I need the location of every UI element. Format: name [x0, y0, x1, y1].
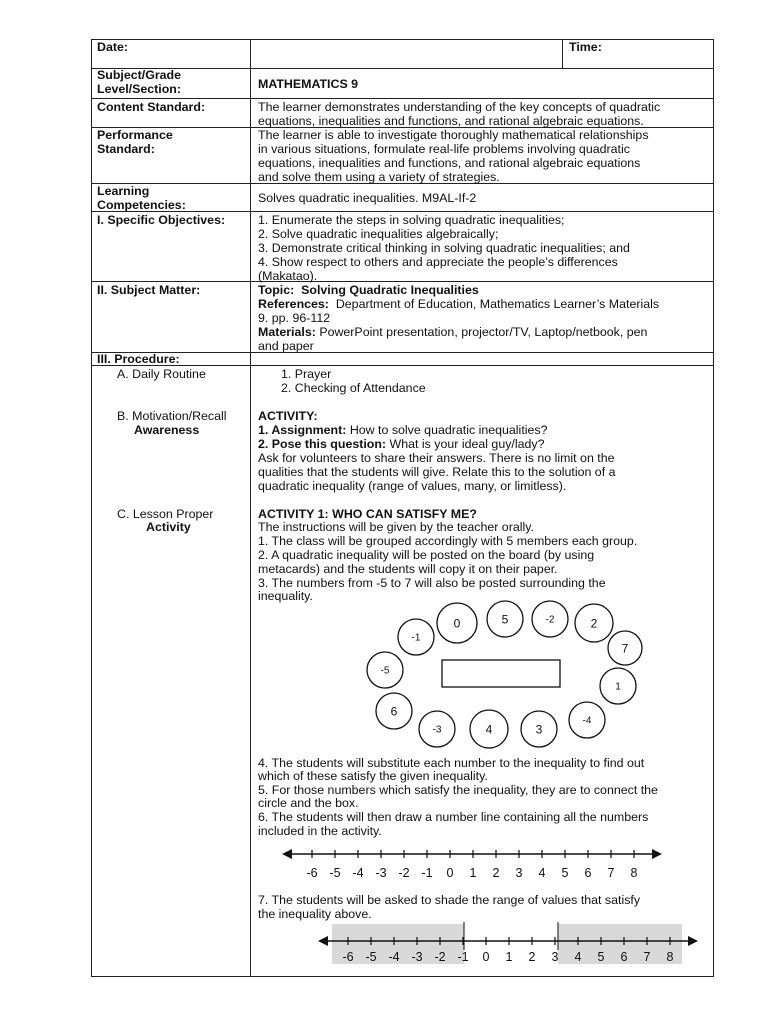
routine-item: 2. Checking of Attendance — [281, 381, 426, 395]
tick-label: 7 — [607, 866, 615, 880]
tick-label: 2 — [492, 866, 500, 880]
tick-label: 0 — [446, 866, 454, 880]
number-circle — [608, 631, 642, 665]
motivation-text: quadratic inequality (range of values, many, or limitless). — [258, 479, 567, 493]
instruction-line: 4. The students will substitute each number to the inequality to find out — [258, 756, 645, 770]
tick-label: -3 — [375, 866, 387, 880]
motivation-text: qualities that the students will give. Relate this to the solution of a — [258, 465, 616, 479]
assignment-line — [258, 423, 548, 437]
instruction-line: circle and the box. — [258, 796, 359, 810]
tick-label: -1 — [457, 950, 469, 964]
table-border-bottom — [91, 976, 714, 977]
pose-label: 2. Pose this question: — [258, 437, 387, 451]
row-line — [91, 98, 714, 99]
number-circle — [367, 652, 403, 688]
row-line — [91, 281, 714, 282]
tick-label: -5 — [329, 866, 341, 880]
tick-label: -1 — [421, 866, 433, 880]
routine-item: 1. Prayer — [281, 367, 332, 381]
topic-value: Solving Quadratic Inequalities — [301, 283, 479, 297]
circle-label: -1 — [411, 632, 421, 644]
instruction-line: 5. For those numbers which satisfy the inequality, they are to connect the — [258, 783, 658, 797]
topic-line — [258, 283, 479, 297]
topic-label: Topic: — [258, 283, 295, 297]
lesson-proper-label: C. Lesson Proper — [117, 507, 214, 521]
activity-heading: ACTIVITY: — [258, 409, 318, 423]
tick-label: 8 — [630, 866, 638, 880]
circle-label: 1 — [615, 681, 621, 693]
circle-label: 6 — [390, 704, 398, 719]
motivation-label: B. Motivation/Recall — [117, 409, 227, 423]
tick-label: -2 — [434, 950, 446, 964]
assignment-value: How to solve quadratic inequalities? — [349, 423, 548, 437]
objective-item: (Makatao). — [258, 269, 318, 283]
motivation-text: Ask for volunteers to share their answers. There is no limit on the — [258, 451, 615, 465]
materials-value-2: and paper — [258, 339, 314, 353]
objective-item: 2. Solve quadratic inequalities algebraically; — [258, 227, 499, 241]
tick-label: -2 — [398, 866, 410, 880]
tick-label: 1 — [469, 866, 477, 880]
tick-label: 5 — [597, 950, 605, 964]
circle-label: 7 — [621, 641, 629, 656]
row-line — [91, 352, 714, 353]
number-circle — [575, 604, 613, 642]
tick-label: -4 — [352, 866, 364, 880]
instruction-line: 2. A quadratic inequality will be posted on the board (by using — [258, 548, 595, 562]
content-standard-label: Content Standard: — [97, 100, 206, 114]
time-divider — [562, 39, 563, 68]
number-line-2 — [316, 922, 701, 967]
materials-label: Materials: — [258, 325, 316, 339]
arrow-right-icon — [688, 936, 698, 946]
instruction-line: 6. The students will then draw a number line containing all the numbers — [258, 810, 649, 824]
number-circle — [419, 711, 455, 747]
row-line — [91, 68, 714, 69]
table-border-right — [713, 39, 714, 977]
column-divider — [250, 39, 251, 977]
references-line — [258, 297, 659, 311]
number-circle — [376, 693, 412, 729]
performance-standard-line: and solve them using a variety of strategies. — [258, 170, 500, 184]
instruction-line: included in the activity. — [258, 824, 382, 838]
row-line — [91, 365, 714, 366]
procedure-label: III. Procedure: — [97, 352, 180, 366]
tick-label: 6 — [584, 866, 592, 880]
tick-label: 0 — [482, 950, 490, 964]
number-circle — [600, 668, 636, 704]
tick-label: -6 — [342, 950, 354, 964]
arrow-right-icon — [652, 849, 662, 859]
instruction-line: 1. The class will be grouped accordingly with 5 members each group. — [258, 534, 638, 548]
circle-label: -4 — [582, 715, 592, 727]
tick-label: -4 — [388, 950, 400, 964]
tick-label: 5 — [561, 866, 569, 880]
instruction-line: metacards) and the students will copy it on their paper. — [258, 562, 558, 576]
performance-standard-line: The learner is able to investigate thoroughly mathematical relationships — [258, 128, 649, 142]
tick-label: -3 — [411, 950, 423, 964]
number-circle — [437, 603, 477, 643]
number-circle — [487, 601, 523, 637]
objectives-label: I. Specific Objectives: — [97, 213, 226, 227]
tick-label: 4 — [574, 950, 582, 964]
number-circles — [367, 601, 642, 748]
number-circle — [470, 710, 508, 748]
tick-label: 4 — [538, 866, 546, 880]
table-border-top — [91, 39, 714, 40]
subject-label-2: Level/Section: — [97, 82, 182, 96]
instruction-line: inequality. — [258, 589, 313, 603]
number-circle — [521, 711, 557, 747]
pose-value: What is your ideal guy/lady? — [389, 437, 545, 451]
circle-diagram — [360, 595, 660, 755]
competency-label-2: Competencies: — [97, 198, 186, 212]
performance-standard-label: Performance — [97, 128, 173, 142]
objective-item: 4. Show respect to others and appreciate the people’s differences — [258, 255, 618, 269]
competency-value: Solves quadratic inequalities. M9AL-If-2 — [258, 191, 477, 205]
tick-label: -6 — [306, 866, 318, 880]
date-label: Date: — [97, 40, 128, 54]
assignment-label: 1. Assignment: — [258, 423, 347, 437]
circle-label: 0 — [453, 616, 461, 631]
activity-1-title: ACTIVITY 1: WHO CAN SATISFY ME? — [258, 507, 477, 521]
performance-standard-line: in various situations, formulate real-life problems involving quadratic — [258, 142, 630, 156]
materials-value: PowerPoint presentation, projector/TV, Laptop/netbook, pen — [319, 325, 648, 339]
circle-label: -2 — [545, 614, 555, 626]
number-circle — [569, 702, 605, 738]
circle-label: 3 — [535, 722, 543, 737]
number-circle — [398, 619, 434, 655]
number-line-1 — [280, 842, 665, 882]
tick-label: 2 — [528, 950, 536, 964]
tick-label: 7 — [643, 950, 651, 964]
content-standard-line: The learner demonstrates understanding of the key concepts of quadratic — [258, 100, 661, 114]
daily-routine-label: A. Daily Routine — [117, 367, 206, 381]
instruction-line: which of these satisfy the given inequality. — [258, 769, 488, 783]
tick-label: 8 — [666, 950, 674, 964]
references-value-2: 9. pp. 96-112 — [258, 311, 331, 325]
number-circle — [532, 601, 568, 637]
awareness-label: Awareness — [134, 423, 200, 437]
circle-label: 5 — [501, 612, 509, 627]
performance-standard-line: equations, inequalities and functions, and rational algebraic equations — [258, 156, 641, 170]
tick-label: 3 — [515, 866, 523, 880]
materials-line — [258, 325, 647, 339]
subject-value: MATHEMATICS 9 — [258, 77, 359, 91]
performance-standard-label-2: Standard: — [97, 142, 155, 156]
instruction-line: the inequality above. — [258, 907, 372, 921]
competency-label: Learning — [97, 184, 150, 198]
time-label: Time: — [569, 40, 602, 54]
tick-label: 1 — [505, 950, 513, 964]
pose-line — [258, 437, 544, 451]
tick-label: -5 — [365, 950, 377, 964]
instruction-line: 3. The numbers from -5 to 7 will also be posted surrounding the — [258, 576, 606, 590]
table-border-left — [91, 39, 92, 977]
objective-item: 3. Demonstrate critical thinking in solving quadratic inequalities; and — [258, 241, 630, 255]
tick-label: 3 — [551, 950, 559, 964]
arrow-left-icon — [282, 849, 292, 859]
subject-matter-label: II. Subject Matter: — [97, 283, 201, 297]
inequality-box — [442, 660, 560, 687]
circle-label: 2 — [590, 616, 598, 631]
lesson-activity-label: Activity — [146, 520, 191, 534]
content-standard-line: equations, inequalities and functions, and rational algebraic equations. — [258, 114, 644, 128]
objective-item: 1. Enumerate the steps in solving quadratic inequalities; — [258, 213, 565, 227]
subject-label: Subject/Grade — [97, 68, 182, 82]
references-value: Department of Education, Mathematics Learner’s Materials — [335, 297, 660, 311]
circle-label: -5 — [380, 665, 390, 677]
arrow-left-icon — [318, 936, 328, 946]
tick-label: 6 — [620, 950, 628, 964]
instruction-line: The instructions will be given by the teacher orally. — [258, 520, 534, 534]
circle-label: 4 — [485, 722, 493, 737]
references-label: References: — [258, 297, 329, 311]
circle-label: -3 — [432, 724, 442, 736]
instruction-line: 7. The students will be asked to shade the range of values that satisfy — [258, 893, 641, 907]
